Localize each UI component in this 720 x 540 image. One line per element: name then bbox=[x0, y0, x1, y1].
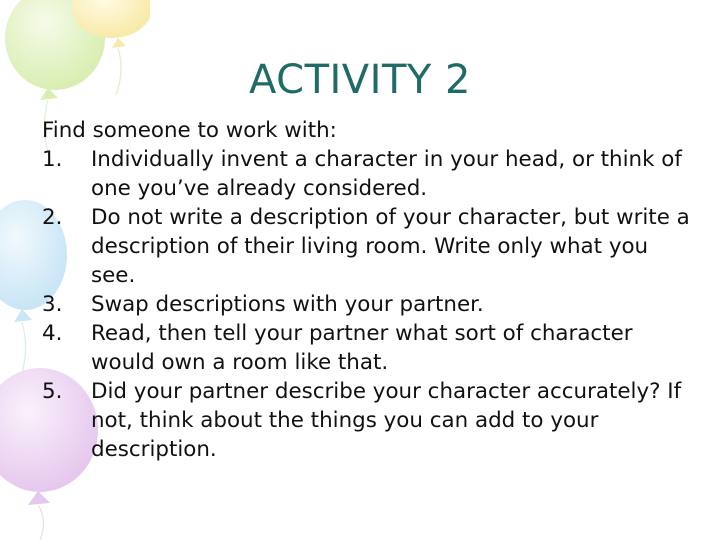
step-number: 2. bbox=[42, 205, 63, 230]
intro-text: Find someone to work with: bbox=[42, 118, 337, 143]
slide-body bbox=[42, 116, 692, 464]
list-item bbox=[42, 319, 692, 377]
step-text: Individually invent a character in your head, or think of one you’ve already considered. bbox=[91, 147, 682, 201]
steps-list bbox=[42, 145, 692, 464]
step-text: Do not write a description of your character, but write a description of their living room. Write only what you see. bbox=[91, 205, 690, 288]
list-item bbox=[42, 290, 692, 319]
step-number: 1. bbox=[42, 147, 63, 172]
step-number: 5. bbox=[42, 379, 63, 404]
list-item bbox=[42, 203, 692, 290]
step-text: Read, then tell your partner what sort of character would own a room like that. bbox=[91, 321, 633, 375]
list-item bbox=[42, 145, 692, 203]
slide-title: ACTIVITY 2 bbox=[248, 57, 471, 103]
list-item bbox=[42, 377, 692, 464]
step-text: Did your partner describe your character accurately? If not, think about the things you can add to your description. bbox=[91, 379, 682, 462]
step-text: Swap descriptions with your partner. bbox=[91, 292, 484, 317]
step-number: 3. bbox=[42, 292, 63, 317]
step-number: 4. bbox=[42, 321, 63, 346]
